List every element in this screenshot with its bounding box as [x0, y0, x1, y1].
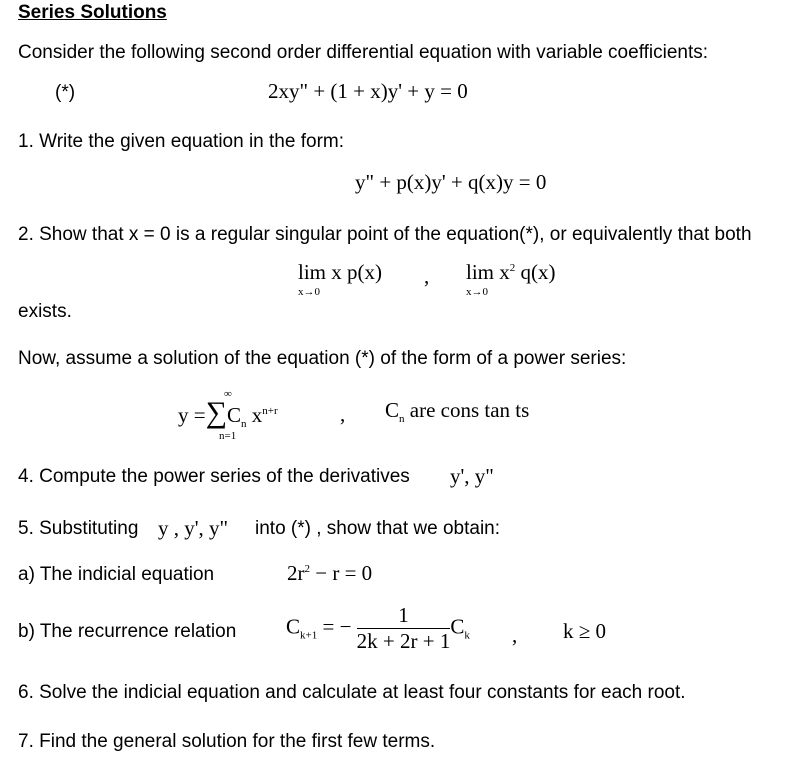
question-5: 5. Substituting	[18, 518, 139, 539]
rec-c: C	[450, 614, 465, 639]
note-text: are cons tan ts	[404, 398, 530, 422]
rec-lhs: C	[286, 614, 301, 639]
ind-b: − r = 0	[310, 561, 373, 585]
indicial-equation	[287, 563, 372, 584]
constants-note	[385, 400, 529, 425]
series-lhs: y =	[178, 403, 206, 427]
derivatives-math: y', y"	[450, 464, 494, 488]
sum-upper: ∞	[224, 388, 232, 400]
question-7: 7. Find the general solution for the first few terms.	[18, 731, 436, 752]
recurrence-condition: k ≥ 0	[563, 619, 607, 643]
part-a: a) The indicial equation	[18, 564, 215, 585]
rec-eq: = −	[317, 614, 352, 639]
rec-c-sub: k	[464, 629, 470, 642]
lim-text: lim x	[466, 260, 510, 284]
series-x: x	[246, 403, 263, 427]
series-c: C	[226, 403, 241, 427]
assumption-text: Now, assume a solution of the equation (*) of the form of a power series:	[18, 348, 627, 369]
equation-label: (*)	[55, 82, 76, 103]
sum-lower: n=1	[219, 430, 237, 442]
lim-q: q(x)	[515, 260, 556, 284]
main-equation: 2xy" + (1 + x)y' + y = 0	[268, 79, 468, 103]
comma: ,	[340, 402, 346, 426]
rec-lhs-sub: k+1	[300, 629, 318, 642]
standard-form-equation: y" + p(x)y' + q(x)y = 0	[355, 170, 547, 194]
question-1: 1. Write the given equation in the form:	[18, 131, 344, 152]
recurrence-relation	[286, 605, 470, 652]
question-6: 6. Solve the indicial equation and calculate at least four constants for each root.	[18, 682, 686, 703]
ind-a: 2r	[287, 561, 305, 585]
series-x-sup: n+r	[262, 405, 278, 417]
note-sub: n	[399, 413, 405, 426]
intro-text: Consider the following second order differential equation with variable coefficients:	[18, 42, 709, 63]
denominator: 2k + 2r + 1	[356, 629, 451, 653]
comma: ,	[424, 264, 430, 288]
sigma-icon: ∑	[205, 396, 227, 429]
limit-xp: lim x p(x)	[298, 260, 382, 284]
series-c-sub: n	[241, 418, 247, 431]
note-c: C	[385, 398, 400, 422]
fraction	[357, 605, 451, 652]
ind-sup: 2	[304, 563, 310, 575]
question-5-rest: into (*) , show that we obtain:	[255, 518, 501, 539]
exists-text: exists.	[18, 301, 72, 322]
question-2: 2. Show that x = 0 is a regular singular point of the equation(*), or equivalently that both	[18, 224, 752, 245]
lim-sup: 2	[509, 262, 516, 274]
part-b: b) The recurrence relation	[18, 621, 237, 642]
limit-x2q	[466, 262, 556, 283]
series-equation	[178, 398, 278, 430]
substitution-math: y , y', y"	[158, 516, 229, 540]
limit-subscript: x→0	[298, 286, 320, 298]
page-title: Series Solutions	[18, 2, 167, 23]
numerator: 1	[357, 605, 451, 629]
question-4: 4. Compute the power series of the derivatives	[18, 466, 410, 487]
limit-subscript: x→0	[466, 286, 488, 298]
comma: ,	[512, 623, 518, 647]
